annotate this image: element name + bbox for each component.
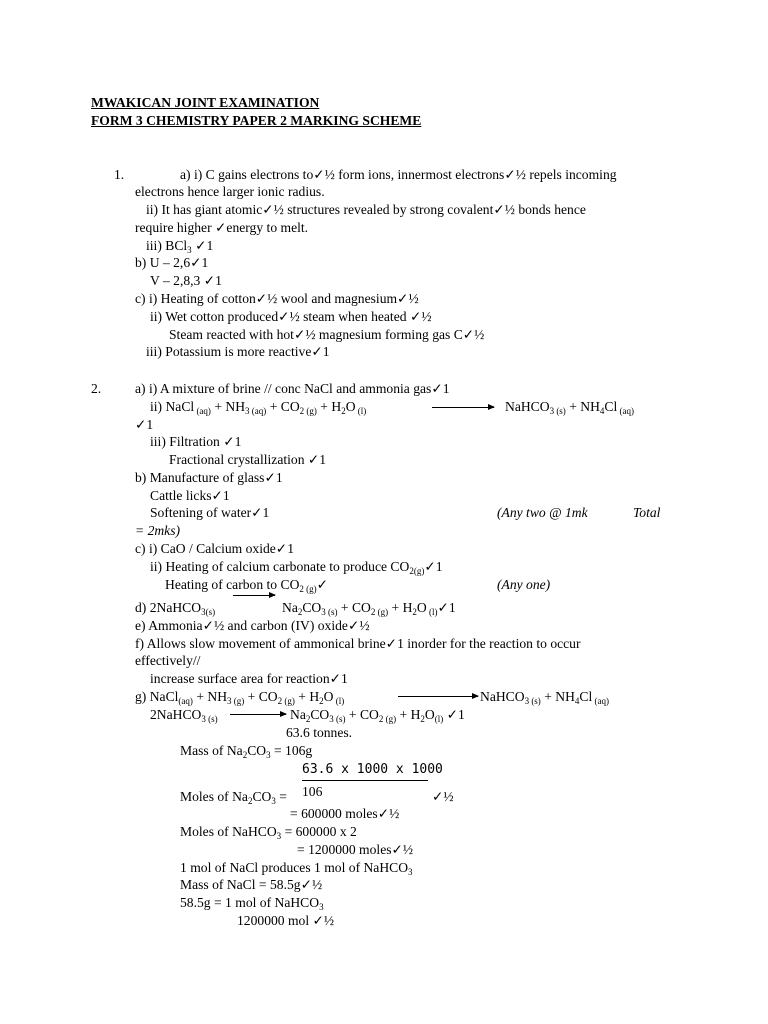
q2-d-equation-products: $Na_2CO_{3 (s)} + CO_{2 (g)} + H_2O$ $_{(l)}$✓1 <box>282 600 456 617</box>
q2-g-equation2-reactant: 2NaHCO$_{3 (s)}$ <box>150 707 218 724</box>
q1-c-iii: iii) Potassium is more reactive✓1 <box>146 344 330 359</box>
q2-g-relation: 58.5g = 1 mol of NaHCO$_3$ <box>180 895 324 912</box>
q2-c-i: c) i) CaO / Calcium oxide✓1 <box>135 541 294 556</box>
q2-g-moles-nahco3: Moles of NaHCO$_3$ = 600000 x 2 <box>180 824 357 841</box>
q2-g-equation1-products: NaHCO$_{3 (s)}$ + $NH_4Cl$ $_{(aq)}$ <box>480 689 610 706</box>
q2-g-moles-nahco3-value: = 1200000 moles✓½ <box>297 842 414 857</box>
q2-d-equation: d) 2NaHCO$_{3(s)}$ <box>135 600 216 617</box>
exam-title: MWAKICAN JOINT EXAMINATION <box>91 95 320 110</box>
q2-a-iii-line2: Fractional crystallization ✓1 <box>169 452 327 467</box>
q2-c-ii-note: (Any one) <box>497 577 551 592</box>
q1-a-iii: iii) BCl$_3$ ✓1 <box>146 238 214 255</box>
q1-a-i-line2: electrons hence larger ionic radius. <box>135 184 325 199</box>
q2-a-ii-equation-reactants: ii) NaCl $_{(aq)} + NH_{3 (aq)} + CO_{2 (g)} + H_2O$ $_{(l)}$ <box>150 399 367 416</box>
q2-g-relation-value: 1200000 mol ✓½ <box>237 913 335 928</box>
q2-b-total-label: Total <box>633 505 661 520</box>
q1-a-ii-line1: ii) It has giant atomic✓½ structures revealed by strong covalent✓½ bonds hence <box>146 202 586 217</box>
fraction-numerator: 63.6 x 1000 x 1000 <box>302 762 443 777</box>
q2-a-ii-equation-products: NaHCO$_{3 (s)}$ + $NH_4Cl$ $_{(aq)}$ <box>505 399 635 416</box>
fraction-denominator: 106 <box>302 784 323 799</box>
q2-b-total-value: = 2mks) <box>135 523 181 538</box>
q2-g-moles-mark: ✓½ <box>432 789 454 804</box>
q2-f-line2: effectively// <box>135 653 201 668</box>
q1-c-ii-line2: Steam reacted with hot✓½ magnesium forming gas C✓½ <box>169 327 485 342</box>
paper-title: FORM 3 CHEMISTRY PAPER 2 MARKING SCHEME <box>91 113 422 128</box>
q2-g-tonnes: 63.6 tonnes. <box>286 725 353 740</box>
reaction-arrow <box>432 407 494 408</box>
q2-a-i: a) i) A mixture of brine // conc NaCl and ammonia gas✓1 <box>135 381 450 396</box>
q2-g-mass-na2co3: Mass of $Na_2CO_3 = 106g$ <box>180 743 313 760</box>
q1-c-ii-line1: ii) Wet cotton produced✓½ steam when heated ✓½ <box>150 309 432 324</box>
fraction-bar <box>302 780 428 781</box>
question-2-number: 2. <box>91 381 102 396</box>
q2-f-line1: f) Allows slow movement of ammonical brine✓1 inorder for the reaction to occur <box>135 636 581 651</box>
q1-a-i-line1: a) i) C gains electrons to✓½ form ions, innermost electrons✓½ repels incoming <box>180 167 617 182</box>
q2-b-note: (Any two @ 1mk <box>497 505 588 520</box>
q2-g-moles-na2co3: Moles of $Na_2CO_3$ = <box>180 789 287 806</box>
q2-f-line3: increase surface area for reaction✓1 <box>150 671 348 686</box>
q1-b-line2: V – 2,8,3 ✓1 <box>150 273 222 288</box>
q2-b-line1: b) Manufacture of glass✓1 <box>135 470 283 485</box>
q2-c-ii-line1: ii) Heating of calcium carbonate to produce $CO_{2(g)}✓1$ <box>150 559 443 576</box>
reaction-arrow <box>233 595 275 596</box>
q2-g-equation1-reactants: g) NaCl$_{(aq)}$ + $NH_{3 (g)} + CO_{2 (g)} + H_2O$ $_{(l)}$ <box>135 689 345 706</box>
q2-a-iii-line1: iii) Filtration ✓1 <box>150 434 242 449</box>
reaction-arrow <box>230 714 286 715</box>
q2-c-ii-line2: Heating of carbon to $CO_{2 (g)}✓$ <box>165 577 329 594</box>
q1-c-i: c) i) Heating of cotton✓½ wool and magnesium✓½ <box>135 291 419 306</box>
q1-b-line1: b) U – 2,6✓1 <box>135 255 209 270</box>
q2-g-mass-nacl: Mass of NaCl = 58.5g✓½ <box>180 877 323 892</box>
q2-e: e) Ammonia✓½ and carbon (IV) oxide✓½ <box>135 618 370 633</box>
q2-b-line3: Softening of water✓1 <box>150 505 270 520</box>
q1-a-ii-line2: require higher ✓energy to melt. <box>135 220 309 235</box>
q2-g-moles-value: = 600000 moles✓½ <box>290 806 400 821</box>
q2-b-line2: Cattle licks✓1 <box>150 488 230 503</box>
q2-g-nacl-ratio: 1 mol of NaCl produces 1 mol of NaHCO$_3$ <box>180 860 413 877</box>
question-1-number: 1. <box>114 167 125 182</box>
q2-a-ii-mark: ✓1 <box>135 417 154 432</box>
reaction-arrow <box>398 696 478 697</box>
q2-g-equation2-products: $Na_2CO_{3 (s)} + CO_{2 (g)} + H_2O_{(l)}$ ✓1 <box>290 707 465 724</box>
